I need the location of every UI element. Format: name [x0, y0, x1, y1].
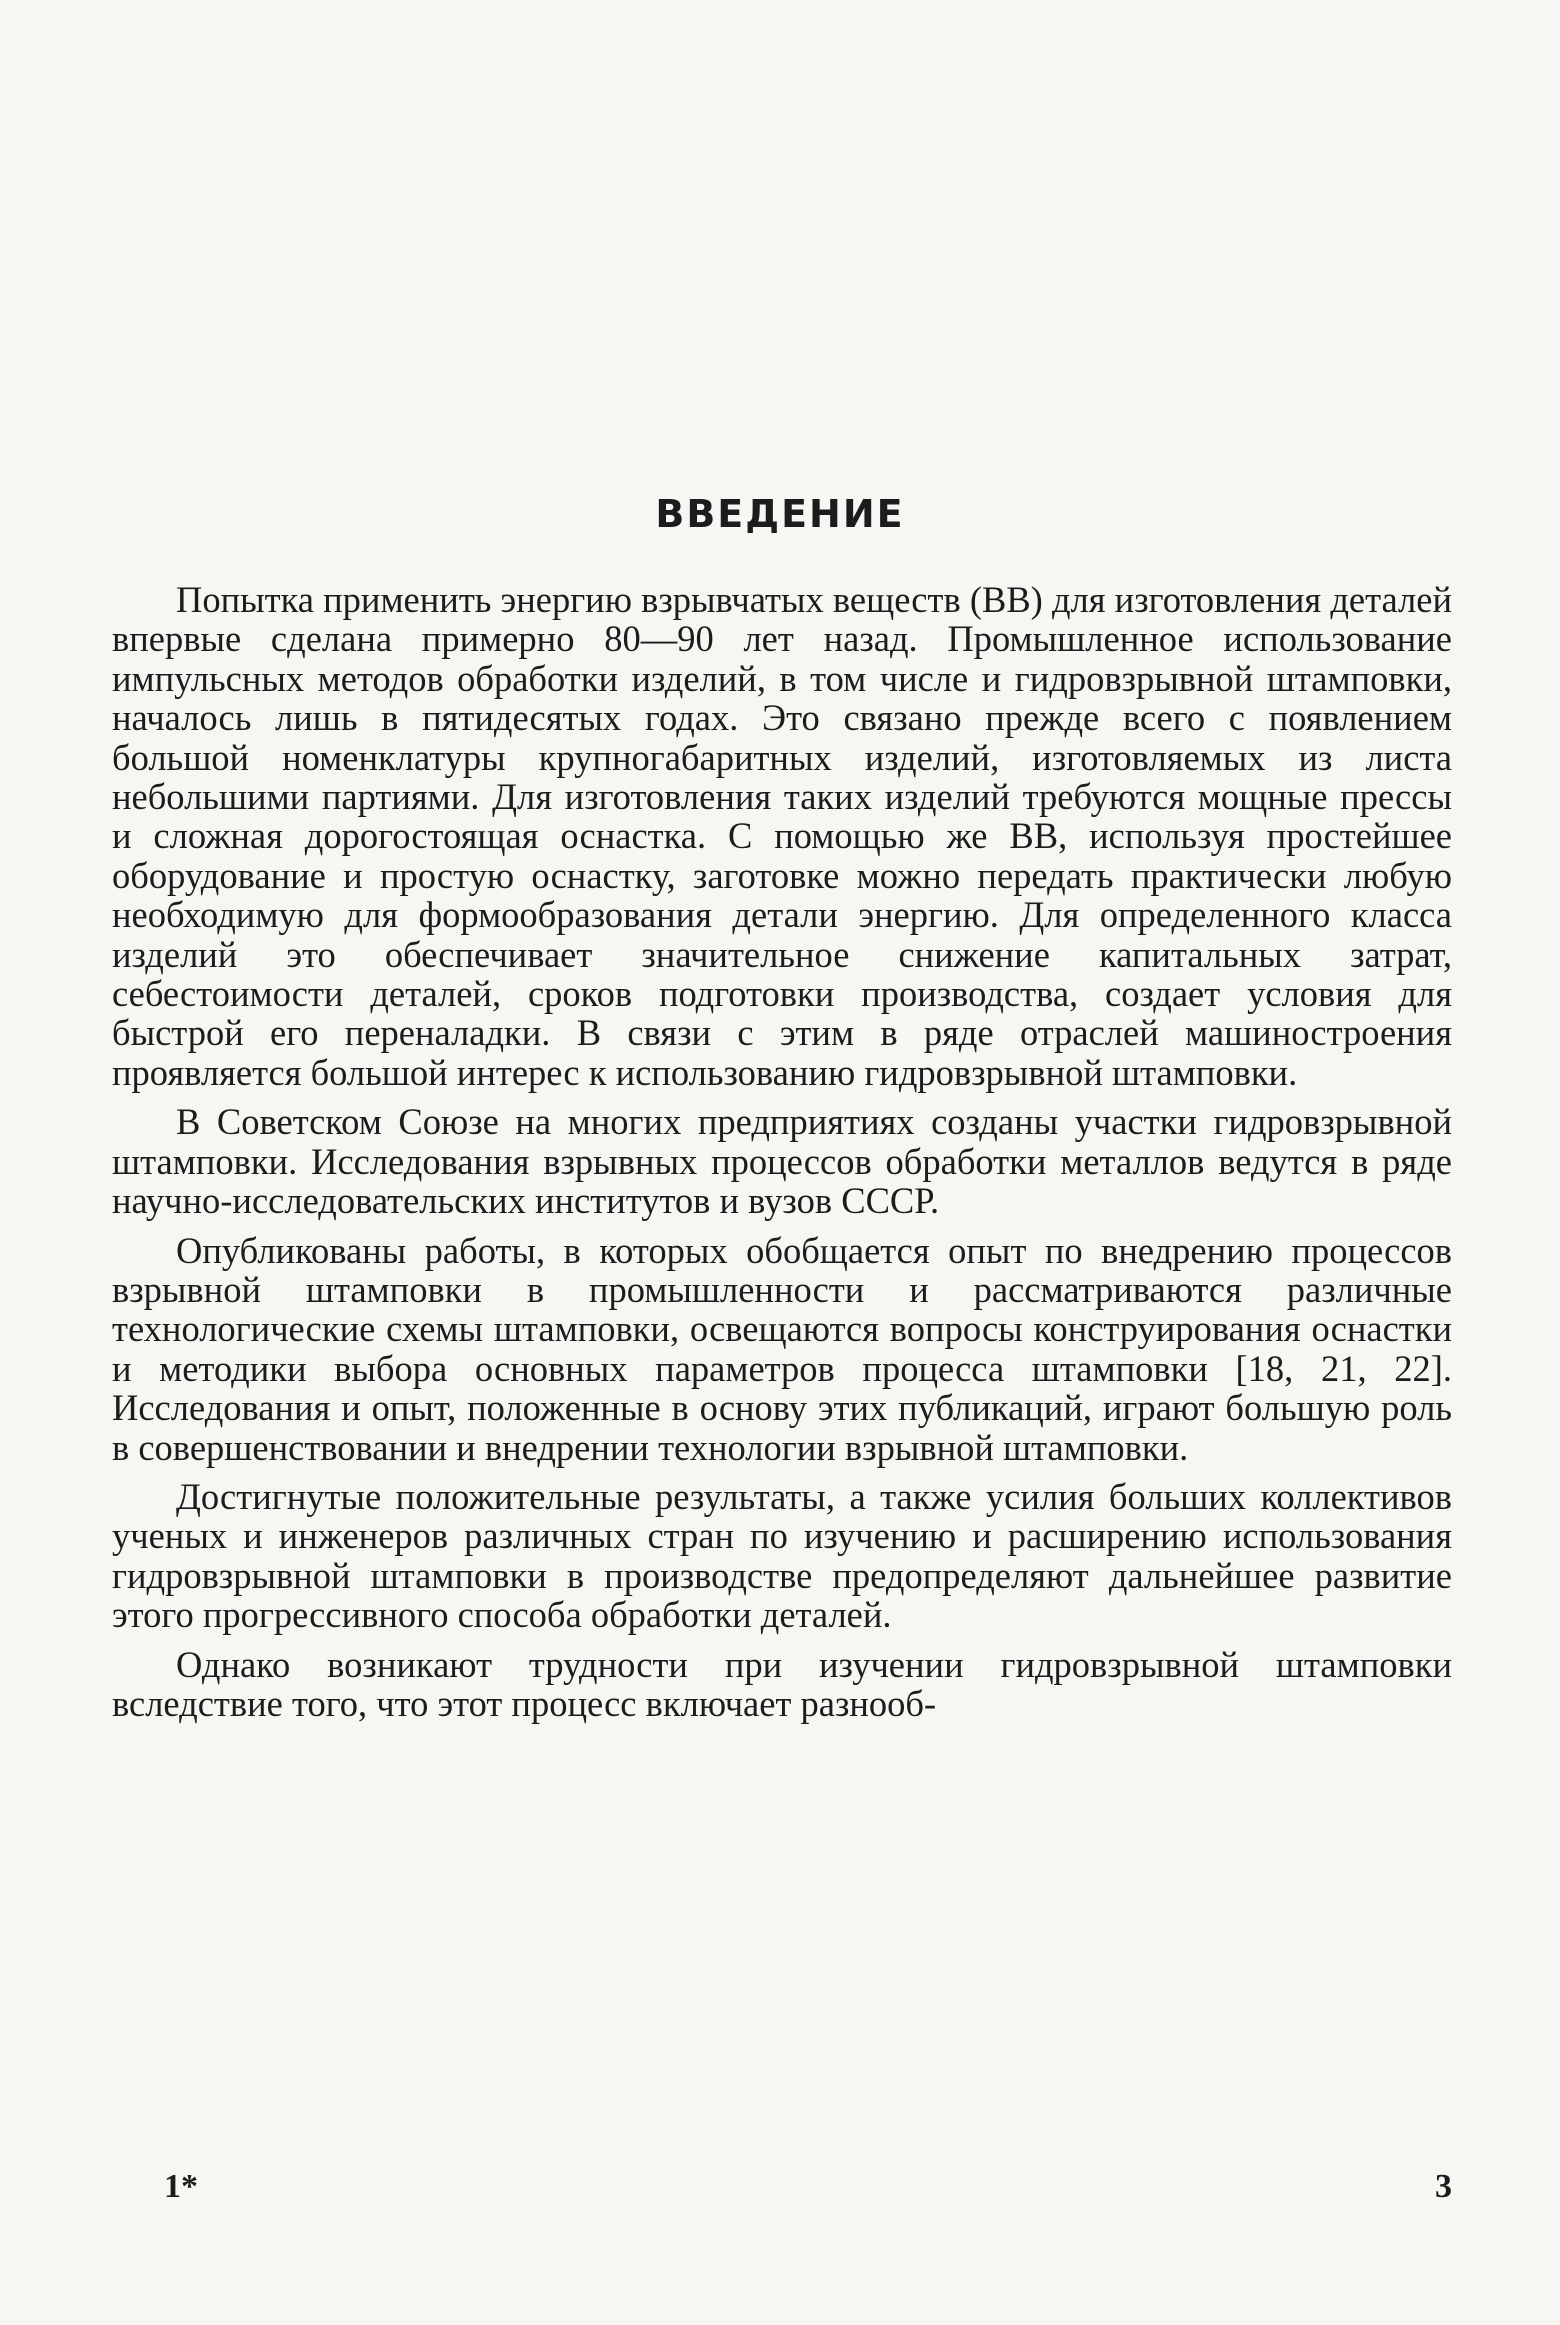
paragraph: В Советском Союзе на многих предприятиях созданы участки гидровзрывной штамповки. Исследования взрывных процессов обработки металлов ведутся в ряде научно-исследовательских институтов и вузов СССР. [112, 1101, 1452, 1222]
paragraph: Опубликованы работы, в которых обобщается опыт по внедрению процессов взрывной штамповки в промышленности и рассматриваются различные технологические схемы штамповки, освещаются вопросы конструирования оснастки и методики выбора основных параметров процесса штамповки [18, 21, 22]. Исследования и опыт, положенные в основу этих публикаций, играют большую роль в совершенствовании и внедрении технологии взрывной штамповки. [112, 1229, 1452, 1468]
paragraph: Попытка применить энергию взрывчатых веществ (ВВ) для изготовления деталей впервые сделана примерно 80—90 лет назад. Промышленное использование импульсных методов обработки изделий, в том числе и гидровзрывной штамповки, началось лишь в пятидесятых годах. Это связано прежде всего с появлением большой номенклатуры крупногабаритных изделий, изготовляемых из листа небольшими партиями. Для изготовления таких изделий требуются мощные прессы и сложная дорогостоящая оснастка. С помощью же ВВ, используя простейшее оборудование и простую оснастку, заготовке можно передать практически любую необходимую для формообразования детали энергию. Для определенного класса изделий это обеспечивает значительное снижение капитальных затрат, себестоимости деталей, сроков подготовки производства, создает условия для быстрой его переналадки. В связи с этим в ряде отраслей машиностроения проявляется большой интерес к использованию гидровзрывной штамповки. [112, 579, 1452, 1093]
page-footer [112, 2168, 1452, 2218]
signature-mark: 1* [164, 2168, 198, 2205]
chapter-heading: ВВЕДЕНИЕ [655, 492, 905, 536]
page-number: 3 [1435, 2168, 1452, 2205]
paragraph: Однако возникают трудности при изучении гидровзрывной штамповки вследствие того, что этот процесс включает разнооб- [112, 1643, 1452, 1724]
paragraph: Достигнутые положительные результаты, а также усилия больших коллективов ученых и инженеров различных стран по изучению и расширению использования гидровзрывной штамповки в производстве предопределяют дальнейшее развитие этого прогрессивного способа обработки деталей. [112, 1475, 1452, 1636]
body-text [112, 580, 1452, 1723]
